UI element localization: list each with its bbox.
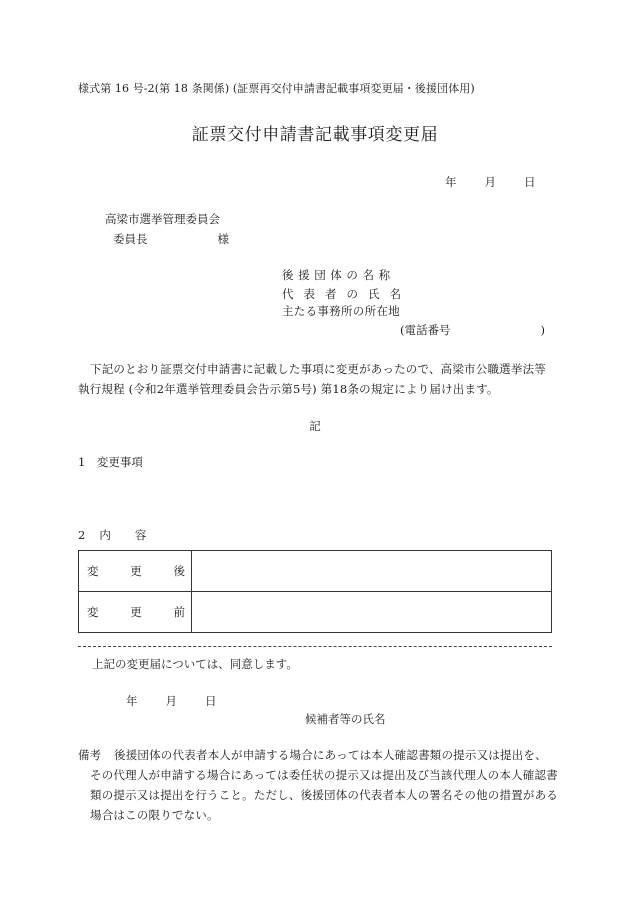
change-content-table: [78, 550, 552, 633]
ki-heading: 記: [309, 419, 321, 433]
table-row: [79, 592, 552, 633]
body-paragraph: 下記のとおり証票交付申請書に記載した事項に変更があったので、高梁市公職選挙法等執行規程 (令和2年選挙管理委員会告示第5号) 第18条の規定により届け出ます。: [78, 362, 546, 396]
day-label: 日: [205, 694, 217, 708]
candidate-name-label: 候補者等の氏名: [305, 712, 386, 726]
consent-text: 上記の変更届については、同意します。: [92, 657, 298, 671]
remarks-text: 後援団体の代表者本人が申請する場合にあっては本人確認書類の提示又は提出を、その代理人が申請する場合にあっては委任状の提示又は提出及び当該代理人の本人確認書類の提示又は提出を行うこと。ただし、後援団体の代表者本人の署名その他の措置がある場合はこの限りでない。: [90, 748, 558, 822]
after-change-label: 変 更 後: [79, 551, 192, 592]
table-row: [79, 551, 552, 592]
before-change-field[interactable]: [192, 592, 552, 633]
representative-name-label: 代 表 者 の 氏 名: [282, 287, 401, 301]
month-label: 月: [484, 175, 496, 189]
after-change-field[interactable]: [192, 551, 552, 592]
year-label: 年: [445, 175, 457, 189]
dashed-divider: [78, 646, 552, 647]
office-address-label: 主たる事務所の所在地: [282, 304, 400, 318]
section-1-heading: 1 変更事項: [78, 455, 143, 469]
date-bottom: [126, 696, 217, 708]
chair-label: 委員長: [113, 232, 148, 246]
day-label: 日: [524, 175, 536, 189]
remarks-heading: 備考: [78, 748, 101, 762]
addressee-committee: 高梁市選挙管理委員会: [105, 212, 220, 226]
group-name-label: 後援団体の名称: [282, 268, 395, 282]
before-change-label: 変 更 前: [79, 592, 192, 633]
honorific: 様: [217, 232, 229, 246]
month-label: 月: [165, 694, 177, 708]
section-2-heading: 2 内 容: [78, 528, 147, 542]
page-title: 証票交付申請書記載事項変更届: [191, 125, 439, 145]
phone-number-label: (電話番号 ): [400, 323, 545, 337]
year-label: 年: [126, 694, 138, 708]
remarks: [78, 745, 558, 825]
form-number-note: 様式第 16 号-2(第 18 条関係) (証票再交付申請書記載事項変更届・後援団体用): [78, 82, 475, 95]
addressee-chair: [113, 234, 229, 246]
date-top: [445, 177, 536, 189]
